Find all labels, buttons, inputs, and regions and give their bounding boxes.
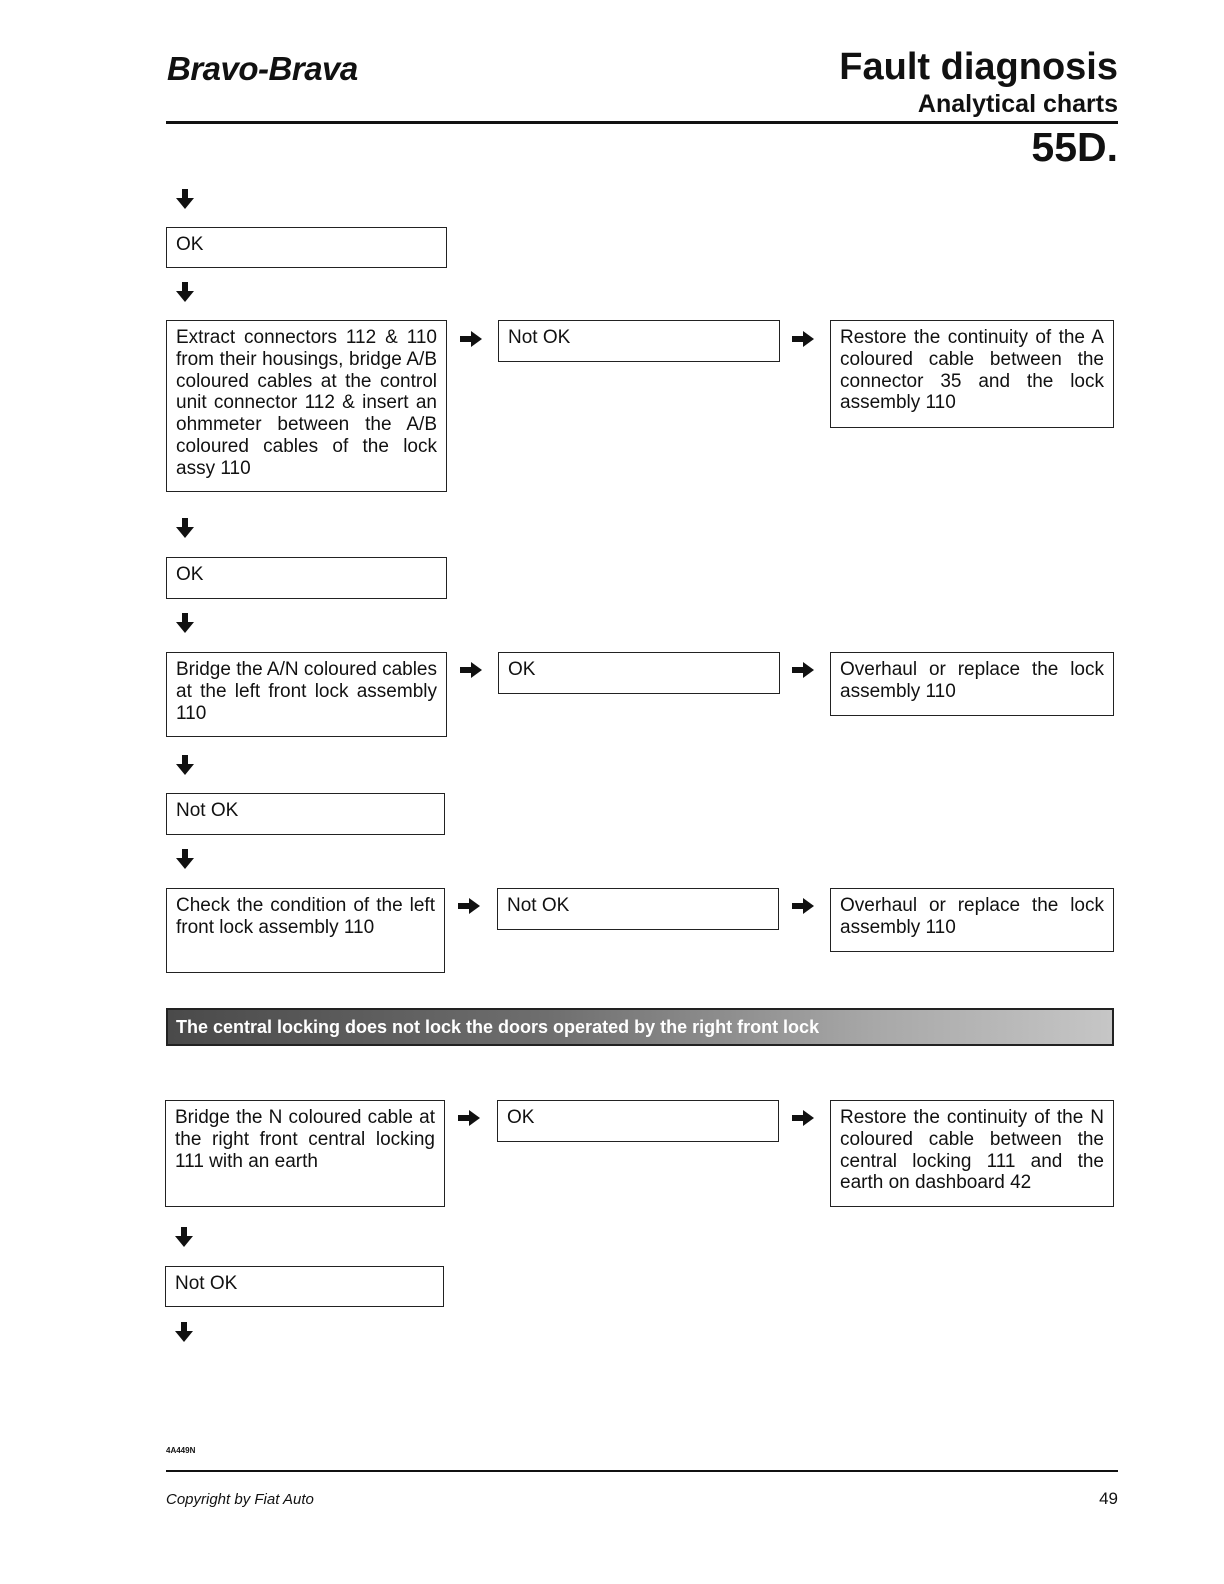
result-box-not-ok: Not OK [166,793,445,835]
arrow-down-icon [175,1227,193,1247]
arrow-down-icon [176,849,194,869]
arrow-down-icon [176,613,194,633]
arrow-right-icon [792,898,814,914]
action-box: Overhaul or replace the lock assembly 110 [830,888,1114,952]
page-subtitle: Analytical charts [917,90,1118,118]
result-box-ok: OK [498,652,780,694]
page-number: 49 [1099,1489,1118,1508]
step-box: Bridge the A/N coloured cables at the left front lock assembly 110 [166,652,447,737]
step-box: Extract connectors 112 & 110 from their housings, bridge A/B coloured cables at the control unit connector 112 & insert an ohmmeter between the A/B coloured cables of the lock assy 110 [166,320,447,492]
result-box-not-ok: Not OK [165,1266,444,1307]
copyright-text: Copyright by Fiat Auto [166,1491,314,1508]
step-box: Check the condition of the left front lock assembly 110 [166,888,445,973]
action-box: Overhaul or replace the lock assembly 110 [830,652,1114,716]
arrow-down-icon [176,518,194,538]
arrow-right-icon [792,1110,814,1126]
page-title: Fault diagnosis [839,46,1118,88]
result-box-not-ok: Not OK [497,888,779,930]
result-box-ok: OK [497,1100,779,1142]
arrow-right-icon [460,331,482,347]
arrow-down-icon [176,189,194,209]
figure-code: 4A449N [166,1446,196,1455]
arrow-right-icon [460,662,482,678]
brand-title: Bravo-Brava [167,50,358,87]
arrow-right-icon [792,331,814,347]
footer-divider [166,1470,1118,1472]
result-box-ok: OK [166,557,447,599]
arrow-right-icon [458,1110,480,1126]
arrow-right-icon [792,662,814,678]
arrow-right-icon [458,898,480,914]
action-box: Restore the continuity of the N coloured cable between the central locking 111 and the earth on dashboard 42 [830,1100,1114,1207]
header-divider [166,121,1118,124]
result-box-ok: OK [166,227,447,268]
section-code: 55D. [1031,124,1118,170]
arrow-down-icon [176,755,194,775]
arrow-down-icon [175,1322,193,1342]
action-box: Restore the continuity of the A coloured cable between the connector 35 and the lock assembly 110 [830,320,1114,428]
result-box-not-ok: Not OK [498,320,780,362]
step-box: Bridge the N coloured cable at the right front central locking 111 with an earth [165,1100,445,1207]
section-banner: The central locking does not lock the doors operated by the right front lock [166,1008,1114,1046]
arrow-down-icon [176,282,194,302]
